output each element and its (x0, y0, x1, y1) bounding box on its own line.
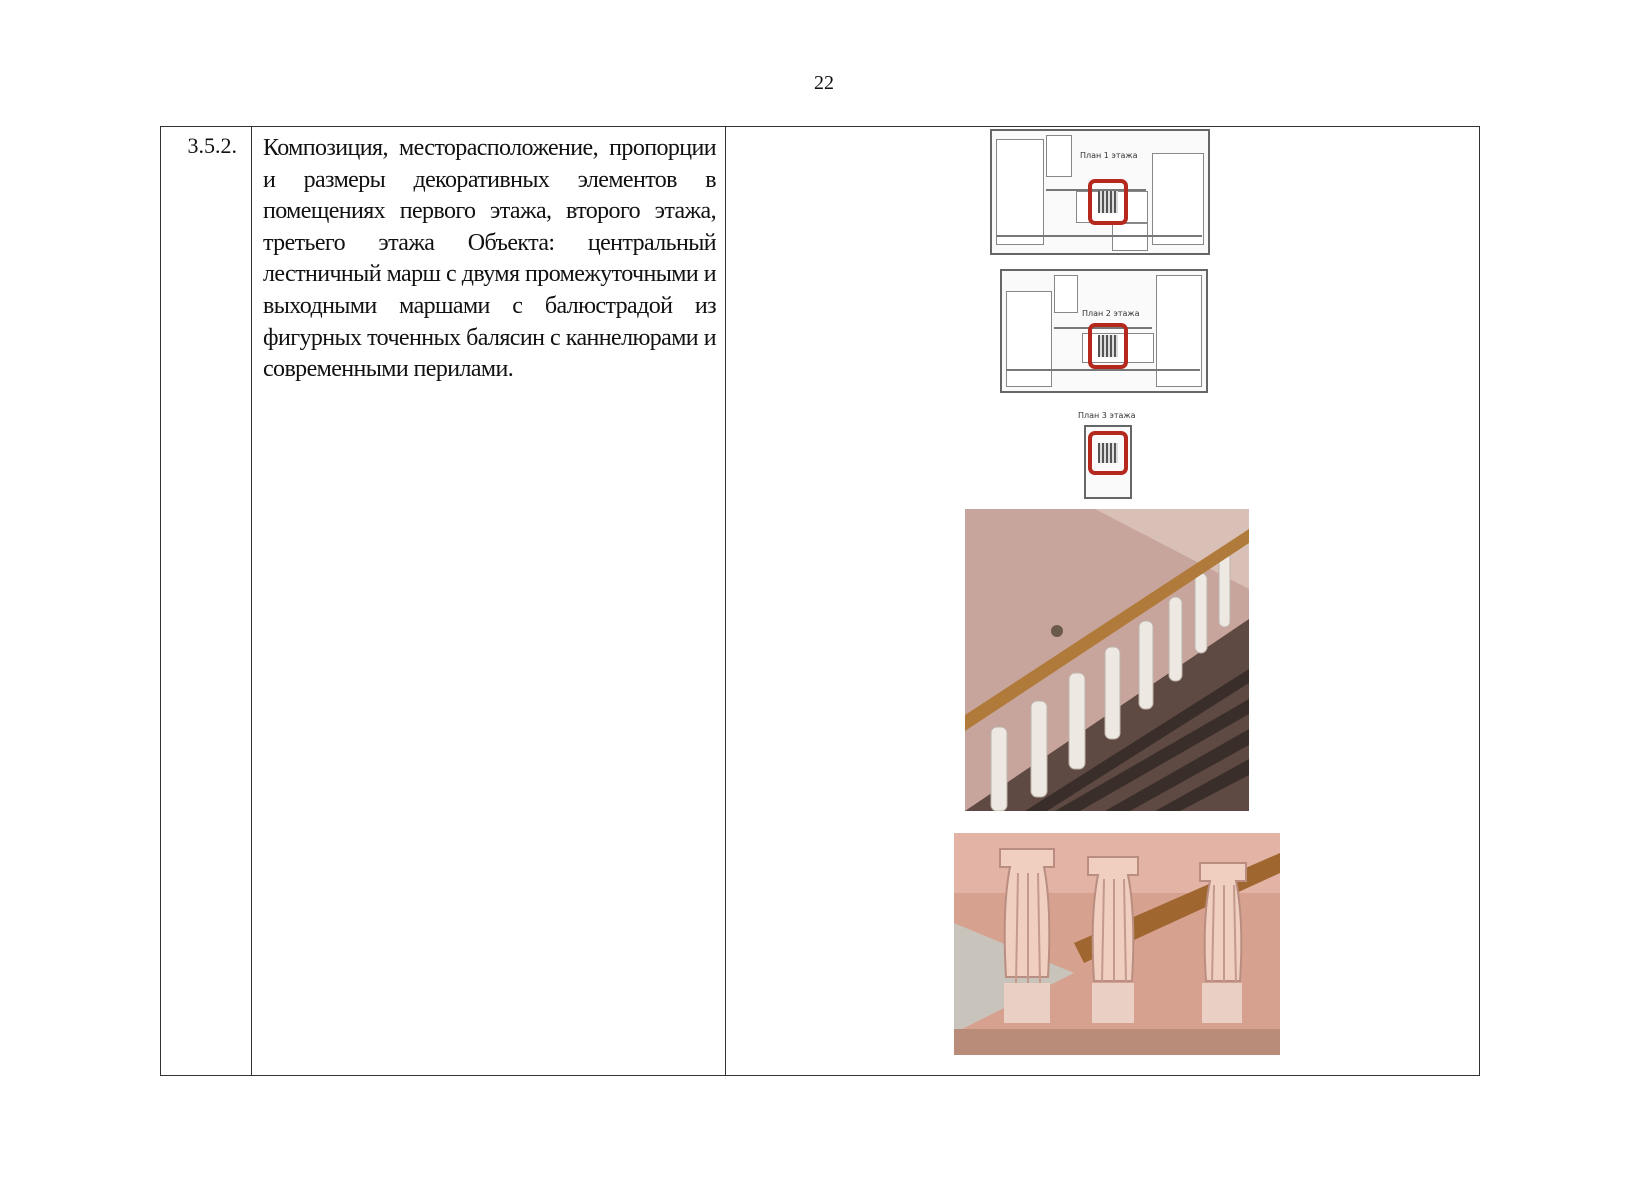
plan-label-2: План 2 этажа (1082, 309, 1140, 318)
baluster-closeup-photo (954, 833, 1280, 1055)
staircase-photo (965, 509, 1249, 811)
staircase-marker-3 (1088, 431, 1128, 475)
document-table (160, 126, 1480, 1076)
staircase-marker-2 (1088, 323, 1128, 369)
row-number: 3.5.2. (161, 127, 252, 1075)
plan-label-3: План 3 этажа (1078, 411, 1136, 420)
balusters-illustration (954, 833, 1280, 1055)
illustrations-cell (726, 127, 1479, 1075)
staircase-marker-1 (1088, 179, 1128, 225)
plan-label-1: План 1 этажа (1080, 151, 1138, 160)
page-number: 22 (814, 72, 834, 94)
row-description: Композиция, месторасположение, пропорции и размеры декоративных элементов в помещениях первого этажа, второго этажа, третьего этажа Объекта: центральный лестничный марш с двумя промежуточными и выходными маршами с балюстрадой из фигурных точенных балясин с каннелюрами и современными перилами. (252, 127, 726, 1075)
staircase-illustration (965, 509, 1249, 811)
